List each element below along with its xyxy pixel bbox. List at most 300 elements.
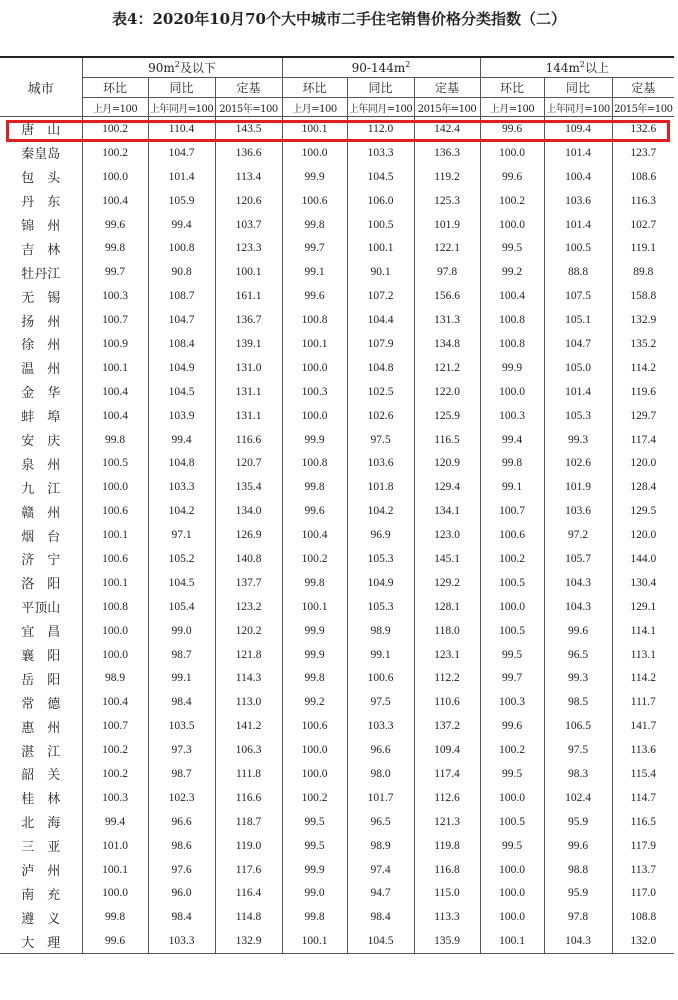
value-cell: 99.1 [480, 475, 544, 499]
value-cell: 100.2 [282, 547, 347, 571]
value-cell: 103.5 [148, 714, 215, 738]
value-cell: 95.9 [544, 810, 612, 834]
value-cell: 134.0 [215, 499, 282, 523]
value-cell: 104.8 [347, 356, 414, 380]
city-cell: 锦 州 [0, 213, 82, 237]
city-cell: 扬 州 [0, 308, 82, 332]
value-cell: 95.9 [544, 882, 612, 906]
value-cell: 101.0 [82, 834, 148, 858]
value-cell: 99.9 [480, 356, 544, 380]
base-header: 上年同月=100 [347, 98, 414, 117]
value-cell: 99.7 [282, 236, 347, 260]
value-cell: 111.8 [215, 762, 282, 786]
value-cell: 101.9 [414, 213, 480, 237]
value-cell: 100.0 [480, 905, 544, 929]
table-row [0, 380, 674, 404]
city-cell: 三 亚 [0, 834, 82, 858]
value-cell: 99.1 [282, 260, 347, 284]
value-cell: 100.3 [82, 284, 148, 308]
value-cell: 117.4 [414, 762, 480, 786]
value-cell: 123.7 [612, 141, 674, 165]
value-cell: 99.3 [544, 428, 612, 452]
value-cell: 145.1 [414, 547, 480, 571]
value-cell: 100.4 [82, 404, 148, 428]
value-cell: 99.8 [82, 236, 148, 260]
value-cell: 98.9 [347, 619, 414, 643]
value-cell: 108.6 [612, 165, 674, 189]
city-cell: 九 江 [0, 475, 82, 499]
table-row [0, 643, 674, 667]
value-cell: 132.9 [612, 308, 674, 332]
city-cell: 桂 林 [0, 786, 82, 810]
value-cell: 99.6 [480, 714, 544, 738]
value-cell: 119.0 [215, 834, 282, 858]
value-cell: 120.2 [215, 619, 282, 643]
value-cell: 100.0 [82, 882, 148, 906]
price-index-table [0, 56, 674, 954]
value-cell: 100.8 [480, 308, 544, 332]
value-cell: 111.7 [612, 690, 674, 714]
table-row [0, 499, 674, 523]
value-cell: 100.0 [480, 882, 544, 906]
city-cell: 洛 阳 [0, 571, 82, 595]
value-cell: 100.0 [82, 475, 148, 499]
value-cell: 99.8 [480, 451, 544, 475]
value-cell: 120.7 [215, 451, 282, 475]
value-cell: 102.6 [347, 404, 414, 428]
value-cell: 104.3 [544, 571, 612, 595]
value-cell: 113.7 [612, 858, 674, 882]
value-cell: 134.8 [414, 332, 480, 356]
value-cell: 100.1 [480, 929, 544, 953]
value-cell: 103.9 [148, 404, 215, 428]
value-cell: 104.2 [347, 499, 414, 523]
value-cell: 100.0 [82, 165, 148, 189]
value-cell: 99.0 [282, 882, 347, 906]
value-cell: 120.0 [612, 451, 674, 475]
table-row [0, 666, 674, 690]
sub-header: 定基 [215, 78, 282, 98]
value-cell: 99.7 [82, 260, 148, 284]
city-cell: 北 海 [0, 810, 82, 834]
value-cell: 107.5 [544, 284, 612, 308]
value-cell: 97.5 [347, 690, 414, 714]
value-cell: 100.1 [282, 595, 347, 619]
value-cell: 98.6 [148, 834, 215, 858]
base-header: 上月=100 [282, 98, 347, 117]
table-row [0, 929, 674, 953]
base-header: 上月=100 [480, 98, 544, 117]
table-row [0, 714, 674, 738]
value-cell: 100.0 [480, 380, 544, 404]
value-cell: 118.7 [215, 810, 282, 834]
sub-header: 同比 [148, 78, 215, 98]
value-cell: 100.7 [480, 499, 544, 523]
city-cell: 岳 阳 [0, 666, 82, 690]
value-cell: 101.4 [148, 165, 215, 189]
value-cell: 100.5 [82, 451, 148, 475]
value-cell: 104.9 [148, 356, 215, 380]
value-cell: 104.7 [148, 308, 215, 332]
city-cell: 徐 州 [0, 332, 82, 356]
value-cell: 134.1 [414, 499, 480, 523]
sub-header: 环比 [480, 78, 544, 98]
city-cell: 宜 昌 [0, 619, 82, 643]
value-cell: 99.9 [282, 165, 347, 189]
table-row [0, 284, 674, 308]
value-cell: 100.2 [82, 117, 148, 141]
value-cell: 100.0 [282, 762, 347, 786]
table-row [0, 428, 674, 452]
value-cell: 117.0 [612, 882, 674, 906]
value-cell: 97.2 [544, 523, 612, 547]
sub-header: 环比 [282, 78, 347, 98]
value-cell: 100.4 [282, 523, 347, 547]
value-cell: 100.4 [82, 189, 148, 213]
value-cell: 100.8 [480, 332, 544, 356]
sub-header: 同比 [544, 78, 612, 98]
value-cell: 100.6 [282, 714, 347, 738]
city-cell: 温 州 [0, 356, 82, 380]
city-cell: 金 华 [0, 380, 82, 404]
value-cell: 156.6 [414, 284, 480, 308]
value-cell: 100.2 [82, 762, 148, 786]
city-cell: 包 头 [0, 165, 82, 189]
value-cell: 99.8 [282, 571, 347, 595]
value-cell: 100.1 [282, 332, 347, 356]
value-cell: 161.1 [215, 284, 282, 308]
value-cell: 97.4 [347, 858, 414, 882]
city-cell: 惠 州 [0, 714, 82, 738]
value-cell: 99.4 [148, 213, 215, 237]
city-cell: 湛 江 [0, 738, 82, 762]
sub-header: 环比 [82, 78, 148, 98]
value-cell: 131.3 [414, 308, 480, 332]
value-cell: 90.8 [148, 260, 215, 284]
value-cell: 116.5 [612, 810, 674, 834]
value-cell: 141.7 [612, 714, 674, 738]
value-cell: 104.7 [544, 332, 612, 356]
value-cell: 103.3 [347, 141, 414, 165]
value-cell: 97.8 [544, 905, 612, 929]
city-cell: 唐 山 [0, 117, 82, 141]
value-cell: 112.0 [347, 117, 414, 141]
value-cell: 115.4 [612, 762, 674, 786]
table-row [0, 356, 674, 380]
value-cell: 114.2 [612, 666, 674, 690]
value-cell: 158.8 [612, 284, 674, 308]
value-cell: 109.4 [544, 117, 612, 141]
value-cell: 99.7 [480, 666, 544, 690]
value-cell: 98.7 [148, 762, 215, 786]
value-cell: 135.2 [612, 332, 674, 356]
table-row [0, 738, 674, 762]
value-cell: 100.0 [282, 141, 347, 165]
value-cell: 100.0 [480, 786, 544, 810]
value-cell: 119.1 [612, 236, 674, 260]
value-cell: 104.5 [148, 571, 215, 595]
value-cell: 99.6 [82, 929, 148, 953]
value-cell: 99.9 [282, 619, 347, 643]
city-cell: 无 锡 [0, 284, 82, 308]
value-cell: 114.1 [612, 619, 674, 643]
value-cell: 99.5 [480, 762, 544, 786]
value-cell: 100.2 [480, 189, 544, 213]
table-row [0, 834, 674, 858]
value-cell: 100.4 [82, 690, 148, 714]
city-cell: 赣 州 [0, 499, 82, 523]
value-cell: 129.7 [612, 404, 674, 428]
value-cell: 123.0 [414, 523, 480, 547]
value-cell: 100.7 [82, 308, 148, 332]
city-cell: 济 宁 [0, 547, 82, 571]
value-cell: 98.4 [347, 905, 414, 929]
value-cell: 102.7 [612, 213, 674, 237]
table-row [0, 117, 674, 141]
table-row [0, 762, 674, 786]
value-cell: 123.2 [215, 595, 282, 619]
value-cell: 99.6 [282, 499, 347, 523]
value-cell: 100.5 [347, 213, 414, 237]
value-cell: 144.0 [612, 547, 674, 571]
table-row [0, 165, 674, 189]
value-cell: 121.3 [414, 810, 480, 834]
value-cell: 116.4 [215, 882, 282, 906]
base-header: 上月=100 [82, 98, 148, 117]
value-cell: 99.0 [148, 619, 215, 643]
value-cell: 104.7 [148, 141, 215, 165]
base-header: 上年同月=100 [544, 98, 612, 117]
value-cell: 99.6 [282, 284, 347, 308]
value-cell: 113.3 [414, 905, 480, 929]
value-cell: 114.3 [215, 666, 282, 690]
value-cell: 103.6 [544, 499, 612, 523]
value-cell: 112.6 [414, 786, 480, 810]
value-cell: 105.1 [544, 308, 612, 332]
value-cell: 101.7 [347, 786, 414, 810]
value-cell: 130.4 [612, 571, 674, 595]
value-cell: 98.4 [148, 905, 215, 929]
value-cell: 96.5 [347, 810, 414, 834]
value-cell: 100.1 [82, 523, 148, 547]
value-cell: 104.2 [148, 499, 215, 523]
value-cell: 100.6 [347, 666, 414, 690]
value-cell: 106.0 [347, 189, 414, 213]
city-cell: 襄 阳 [0, 643, 82, 667]
value-cell: 139.1 [215, 332, 282, 356]
sub-header: 同比 [347, 78, 414, 98]
value-cell: 104.3 [544, 929, 612, 953]
value-cell: 96.9 [347, 523, 414, 547]
value-cell: 117.4 [612, 428, 674, 452]
value-cell: 100.1 [82, 858, 148, 882]
value-cell: 119.2 [414, 165, 480, 189]
value-cell: 98.3 [544, 762, 612, 786]
value-cell: 97.5 [544, 738, 612, 762]
value-cell: 100.6 [282, 189, 347, 213]
value-cell: 100.6 [480, 523, 544, 547]
base-header: 上年同月=100 [148, 98, 215, 117]
value-cell: 131.1 [215, 404, 282, 428]
value-cell: 96.6 [148, 810, 215, 834]
value-cell: 100.4 [480, 284, 544, 308]
value-cell: 99.4 [82, 810, 148, 834]
value-cell: 119.8 [414, 834, 480, 858]
value-cell: 99.8 [282, 905, 347, 929]
value-cell: 99.9 [282, 858, 347, 882]
value-cell: 103.3 [148, 929, 215, 953]
value-cell: 99.1 [148, 666, 215, 690]
value-cell: 98.8 [544, 858, 612, 882]
header-row-groups [0, 57, 674, 78]
value-cell: 99.6 [82, 213, 148, 237]
value-cell: 105.3 [347, 595, 414, 619]
table-row [0, 858, 674, 882]
header-row-base [0, 98, 674, 117]
value-cell: 103.6 [544, 189, 612, 213]
value-cell: 113.1 [612, 643, 674, 667]
city-cell: 蚌 埠 [0, 404, 82, 428]
value-cell: 117.9 [612, 834, 674, 858]
table-row [0, 451, 674, 475]
value-cell: 101.4 [544, 213, 612, 237]
value-cell: 100.5 [544, 236, 612, 260]
value-cell: 100.0 [282, 738, 347, 762]
value-cell: 100.0 [282, 356, 347, 380]
value-cell: 126.9 [215, 523, 282, 547]
value-cell: 100.3 [282, 380, 347, 404]
value-cell: 96.5 [544, 643, 612, 667]
value-cell: 116.6 [215, 786, 282, 810]
value-cell: 100.8 [282, 451, 347, 475]
group-header-large: $144m^2$以上 [480, 57, 674, 78]
value-cell: 105.9 [148, 189, 215, 213]
value-cell: 106.3 [215, 738, 282, 762]
value-cell: 105.2 [148, 547, 215, 571]
value-cell: 100.1 [82, 356, 148, 380]
value-cell: 105.0 [544, 356, 612, 380]
table-row [0, 404, 674, 428]
value-cell: 100.1 [282, 929, 347, 953]
base-header: 2015年=100 [612, 98, 674, 117]
value-cell: 132.9 [215, 929, 282, 953]
value-cell: 123.3 [215, 236, 282, 260]
value-cell: 104.5 [347, 165, 414, 189]
value-cell: 100.7 [82, 714, 148, 738]
value-cell: 104.3 [544, 595, 612, 619]
value-cell: 100.5 [480, 810, 544, 834]
value-cell: 114.8 [215, 905, 282, 929]
value-cell: 103.7 [215, 213, 282, 237]
value-cell: 136.6 [215, 141, 282, 165]
value-cell: 132.6 [612, 117, 674, 141]
value-cell: 129.2 [414, 571, 480, 595]
value-cell: 102.4 [544, 786, 612, 810]
value-cell: 120.6 [215, 189, 282, 213]
table-row [0, 595, 674, 619]
value-cell: 137.7 [215, 571, 282, 595]
value-cell: 99.8 [82, 905, 148, 929]
value-cell: 99.1 [347, 643, 414, 667]
value-cell: 99.4 [148, 428, 215, 452]
value-cell: 129.1 [612, 595, 674, 619]
value-cell: 128.4 [612, 475, 674, 499]
value-cell: 125.3 [414, 189, 480, 213]
table-body [0, 117, 674, 954]
value-cell: 143.5 [215, 117, 282, 141]
value-cell: 98.9 [82, 666, 148, 690]
value-cell: 118.0 [414, 619, 480, 643]
value-cell: 100.0 [480, 213, 544, 237]
value-cell: 108.7 [148, 284, 215, 308]
value-cell: 100.0 [480, 595, 544, 619]
table-row [0, 236, 674, 260]
value-cell: 100.2 [282, 786, 347, 810]
value-cell: 119.6 [612, 380, 674, 404]
table-row [0, 571, 674, 595]
value-cell: 121.2 [414, 356, 480, 380]
value-cell: 135.9 [414, 929, 480, 953]
value-cell: 132.0 [612, 929, 674, 953]
value-cell: 131.0 [215, 356, 282, 380]
value-cell: 105.3 [347, 547, 414, 571]
value-cell: 100.1 [282, 117, 347, 141]
value-cell: 113.6 [612, 738, 674, 762]
city-cell: 泸 州 [0, 858, 82, 882]
city-cell: 安 庆 [0, 428, 82, 452]
value-cell: 116.6 [215, 428, 282, 452]
value-cell: 96.0 [148, 882, 215, 906]
value-cell: 99.5 [480, 834, 544, 858]
value-cell: 136.3 [414, 141, 480, 165]
value-cell: 102.5 [347, 380, 414, 404]
city-cell: 泉 州 [0, 451, 82, 475]
table-row [0, 905, 674, 929]
city-cell: 秦皇岛 [0, 141, 82, 165]
value-cell: 102.6 [544, 451, 612, 475]
value-cell: 140.8 [215, 547, 282, 571]
table-row [0, 690, 674, 714]
value-cell: 103.3 [148, 475, 215, 499]
value-cell: 88.8 [544, 260, 612, 284]
value-cell: 137.2 [414, 714, 480, 738]
value-cell: 97.6 [148, 858, 215, 882]
group-header-small: $90m^2$及以下 [82, 57, 282, 78]
table-row [0, 786, 674, 810]
value-cell: 99.5 [282, 834, 347, 858]
table-row [0, 260, 674, 284]
value-cell: 116.5 [414, 428, 480, 452]
value-cell: 120.0 [612, 523, 674, 547]
value-cell: 100.2 [480, 738, 544, 762]
value-cell: 122.1 [414, 236, 480, 260]
value-cell: 99.2 [480, 260, 544, 284]
value-cell: 99.4 [480, 428, 544, 452]
value-cell: 129.5 [612, 499, 674, 523]
table-row [0, 475, 674, 499]
value-cell: 103.3 [347, 714, 414, 738]
value-cell: 107.9 [347, 332, 414, 356]
city-cell: 吉 林 [0, 236, 82, 260]
value-cell: 101.8 [347, 475, 414, 499]
value-cell: 107.2 [347, 284, 414, 308]
value-cell: 113.0 [215, 690, 282, 714]
value-cell: 100.6 [82, 499, 148, 523]
value-cell: 97.1 [148, 523, 215, 547]
value-cell: 100.1 [347, 236, 414, 260]
value-cell: 104.9 [347, 571, 414, 595]
base-header: 2015年=100 [215, 98, 282, 117]
